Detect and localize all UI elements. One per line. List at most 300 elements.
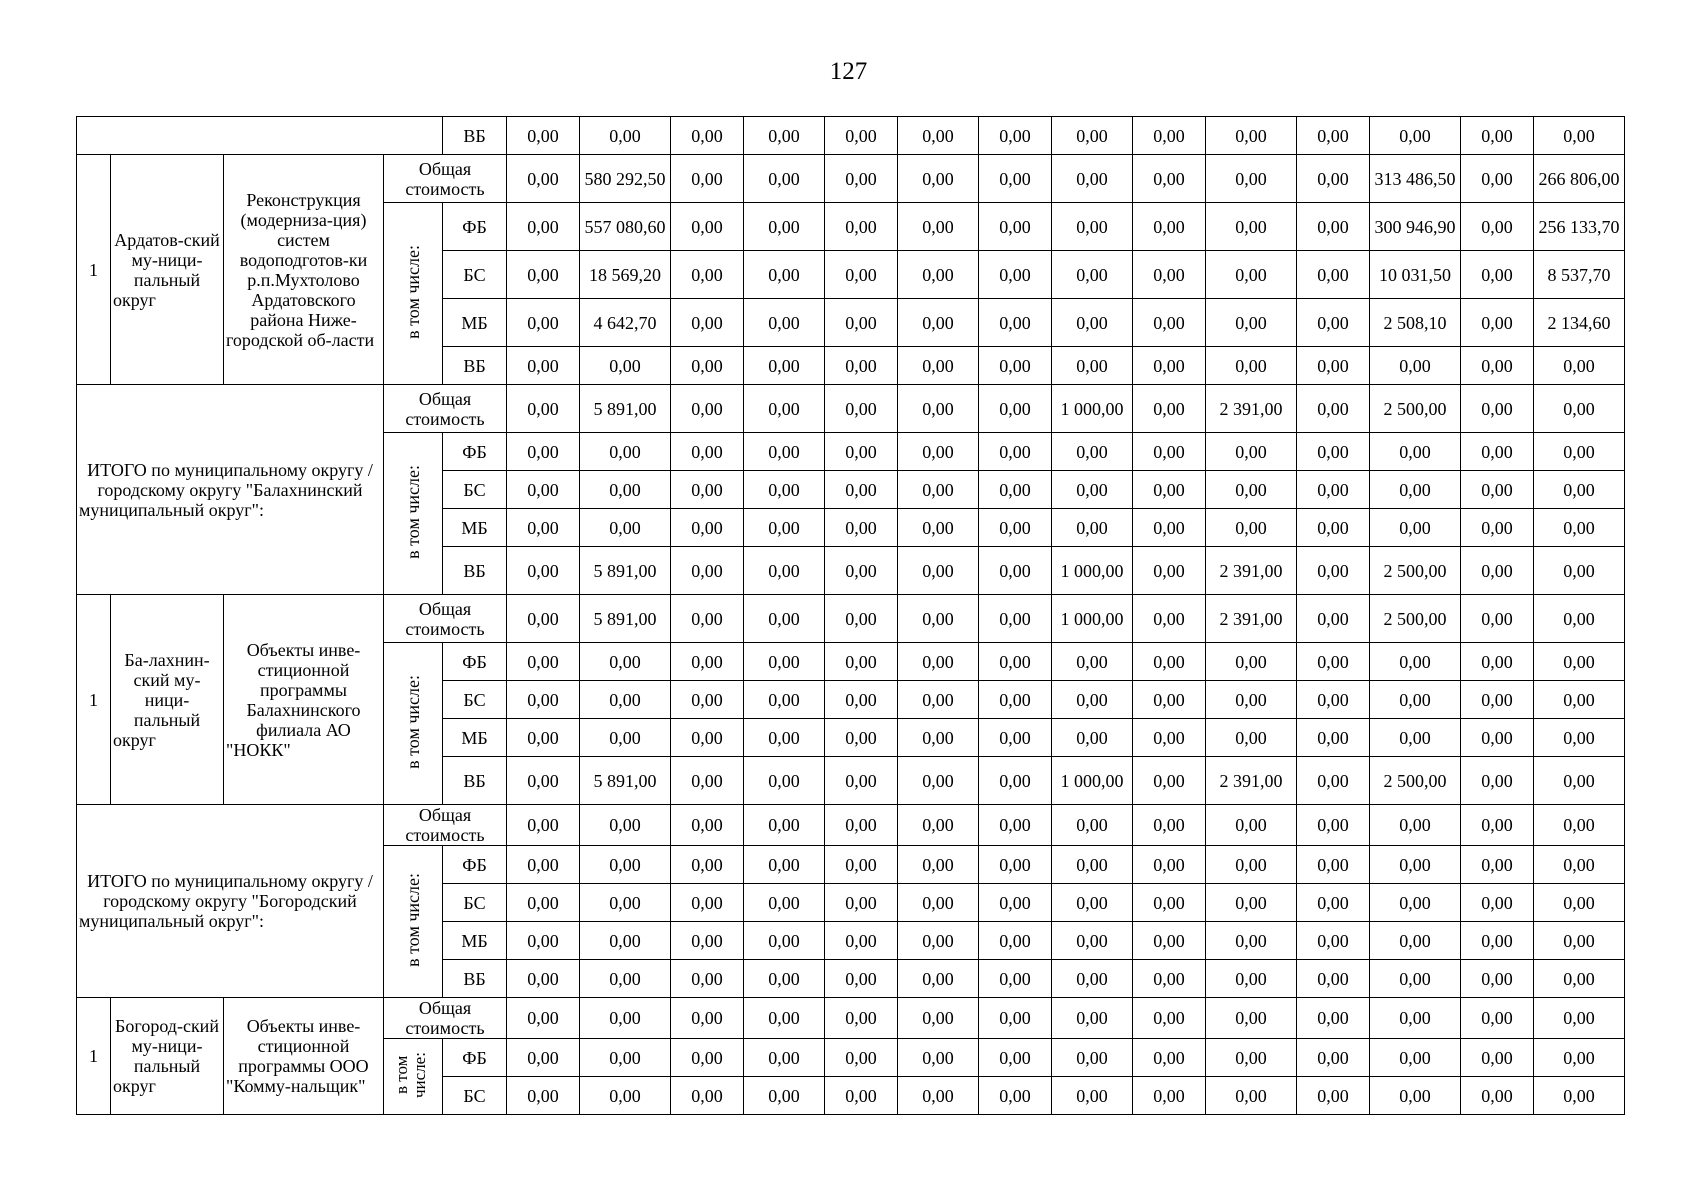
- row-number: 1: [77, 155, 111, 385]
- funding-type: ФБ: [443, 643, 507, 681]
- value-cell: 0,00: [1133, 433, 1206, 471]
- value-cell: 0,00: [1133, 595, 1206, 643]
- value-cell: 0,00: [671, 1039, 744, 1077]
- table-row-total: [77, 155, 1625, 203]
- value-cell: 0,00: [507, 681, 580, 719]
- total-cost-label: Общая стоимость: [384, 385, 507, 433]
- value-cell: 0,00: [580, 960, 671, 998]
- value-cell: 0,00: [507, 805, 580, 846]
- value-cell: 0,00: [1370, 1077, 1461, 1115]
- value-cell: 0,00: [580, 884, 671, 922]
- value-cell: 580 292,50: [580, 155, 671, 203]
- value-cell: 0,00: [825, 385, 898, 433]
- value-cell: 0,00: [979, 998, 1052, 1039]
- value-cell: 8 537,70: [1534, 251, 1625, 299]
- value-cell: 0,00: [898, 347, 979, 385]
- value-cell: 557 080,60: [580, 203, 671, 251]
- value-cell: 0,00: [1461, 922, 1534, 960]
- value-cell: 0,00: [1133, 998, 1206, 1039]
- table-row-total: [77, 998, 1625, 1039]
- value-cell: 0,00: [1206, 251, 1297, 299]
- value-cell: 0,00: [1461, 433, 1534, 471]
- itogo-title: ИТОГО по муниципальному округу / городскому округу "Богородский муниципальный округ":: [77, 805, 384, 998]
- value-cell: 0,00: [1461, 595, 1534, 643]
- value-cell: 0,00: [1133, 547, 1206, 595]
- value-cell: 0,00: [1206, 681, 1297, 719]
- value-cell: 0,00: [979, 117, 1052, 155]
- value-cell: 0,00: [1534, 681, 1625, 719]
- value-cell: 0,00: [507, 595, 580, 643]
- funding-type: МБ: [443, 719, 507, 757]
- value-cell: 0,00: [507, 757, 580, 805]
- page-number: 127: [829, 58, 868, 85]
- value-cell: 0,00: [1133, 1077, 1206, 1115]
- value-cell: 0,00: [1370, 998, 1461, 1039]
- value-cell: 0,00: [979, 547, 1052, 595]
- value-cell: 0,00: [1461, 643, 1534, 681]
- value-cell: 0,00: [744, 385, 825, 433]
- funding-type: МБ: [443, 509, 507, 547]
- value-cell: 0,00: [1052, 299, 1133, 347]
- value-cell: 0,00: [1461, 805, 1534, 846]
- value-cell: 0,00: [825, 846, 898, 884]
- value-cell: 0,00: [1206, 846, 1297, 884]
- value-cell: 0,00: [671, 960, 744, 998]
- value-cell: 0,00: [1370, 1039, 1461, 1077]
- value-cell: 0,00: [1297, 757, 1370, 805]
- value-cell: 0,00: [1133, 251, 1206, 299]
- value-cell: 0,00: [1461, 509, 1534, 547]
- value-cell: 0,00: [1461, 846, 1534, 884]
- value-cell: 0,00: [1133, 509, 1206, 547]
- value-cell: 0,00: [507, 251, 580, 299]
- value-cell: 0,00: [1370, 805, 1461, 846]
- table-body: [77, 117, 1625, 1115]
- value-cell: 0,00: [1297, 251, 1370, 299]
- value-cell: 0,00: [1206, 998, 1297, 1039]
- value-cell: 0,00: [825, 1077, 898, 1115]
- value-cell: 0,00: [1461, 960, 1534, 998]
- value-cell: 2 500,00: [1370, 385, 1461, 433]
- funding-type: МБ: [443, 922, 507, 960]
- funding-type: ВБ: [443, 960, 507, 998]
- value-cell: 0,00: [1370, 347, 1461, 385]
- value-cell: 0,00: [825, 757, 898, 805]
- value-cell: 313 486,50: [1370, 155, 1461, 203]
- value-cell: 0,00: [580, 998, 671, 1039]
- value-cell: 0,00: [1297, 117, 1370, 155]
- funding-type: МБ: [443, 299, 507, 347]
- value-cell: 0,00: [507, 1077, 580, 1115]
- value-cell: 0,00: [1461, 1039, 1534, 1077]
- value-cell: 0,00: [671, 998, 744, 1039]
- value-cell: 0,00: [744, 805, 825, 846]
- value-cell: 0,00: [1297, 347, 1370, 385]
- value-cell: 0,00: [1461, 155, 1534, 203]
- funding-type: БС: [443, 471, 507, 509]
- value-cell: 0,00: [1297, 1077, 1370, 1115]
- municipality-name: Богород-ский му-ници-пальный округ: [111, 998, 224, 1115]
- value-cell: 0,00: [1206, 1077, 1297, 1115]
- value-cell: 0,00: [1206, 884, 1297, 922]
- value-cell: 0,00: [744, 998, 825, 1039]
- value-cell: 0,00: [507, 471, 580, 509]
- value-cell: 1 000,00: [1052, 385, 1133, 433]
- value-cell: 0,00: [1461, 998, 1534, 1039]
- value-cell: 0,00: [898, 433, 979, 471]
- value-cell: 0,00: [580, 719, 671, 757]
- value-cell: 0,00: [744, 155, 825, 203]
- value-cell: 0,00: [898, 719, 979, 757]
- in-total-label-cell: [384, 1039, 443, 1115]
- value-cell: 2 391,00: [1206, 385, 1297, 433]
- value-cell: 0,00: [1461, 1077, 1534, 1115]
- value-cell: 5 891,00: [580, 547, 671, 595]
- value-cell: 0,00: [979, 155, 1052, 203]
- value-cell: 0,00: [1052, 719, 1133, 757]
- value-cell: 0,00: [1297, 385, 1370, 433]
- value-cell: 0,00: [898, 643, 979, 681]
- value-cell: 0,00: [898, 681, 979, 719]
- value-cell: 0,00: [1461, 757, 1534, 805]
- in-total-label: в том числе:: [403, 244, 423, 339]
- value-cell: 0,00: [1297, 643, 1370, 681]
- value-cell: 0,00: [671, 385, 744, 433]
- table-row-total: [77, 385, 1625, 433]
- value-cell: 0,00: [507, 846, 580, 884]
- value-cell: 0,00: [744, 757, 825, 805]
- value-cell: 0,00: [979, 203, 1052, 251]
- value-cell: 0,00: [898, 509, 979, 547]
- value-cell: 0,00: [1133, 757, 1206, 805]
- value-cell: 0,00: [671, 846, 744, 884]
- value-cell: 0,00: [671, 757, 744, 805]
- table-row: [77, 117, 1625, 155]
- value-cell: 0,00: [1052, 884, 1133, 922]
- value-cell: 0,00: [1297, 805, 1370, 846]
- table-row-total: [77, 595, 1625, 643]
- value-cell: 0,00: [671, 643, 744, 681]
- value-cell: 0,00: [825, 805, 898, 846]
- total-cost-label: Общая стоимость: [384, 998, 507, 1039]
- value-cell: 0,00: [979, 1077, 1052, 1115]
- value-cell: 266 806,00: [1534, 155, 1625, 203]
- value-cell: 0,00: [507, 719, 580, 757]
- value-cell: 0,00: [1052, 1077, 1133, 1115]
- value-cell: 0,00: [507, 155, 580, 203]
- value-cell: 0,00: [979, 884, 1052, 922]
- value-cell: 0,00: [1052, 509, 1133, 547]
- municipality-name: Ардатов-ский му-ници-пальный округ: [111, 155, 224, 385]
- value-cell: 5 891,00: [580, 385, 671, 433]
- value-cell: 0,00: [1297, 203, 1370, 251]
- value-cell: 0,00: [825, 547, 898, 595]
- value-cell: 0,00: [1370, 643, 1461, 681]
- value-cell: 0,00: [1052, 155, 1133, 203]
- value-cell: 0,00: [1534, 805, 1625, 846]
- value-cell: 0,00: [1297, 1039, 1370, 1077]
- value-cell: 0,00: [744, 203, 825, 251]
- value-cell: 2 500,00: [1370, 757, 1461, 805]
- value-cell: 0,00: [671, 547, 744, 595]
- funding-type: БС: [443, 681, 507, 719]
- value-cell: 4 642,70: [580, 299, 671, 347]
- row-number: 1: [77, 595, 111, 805]
- value-cell: 0,00: [744, 681, 825, 719]
- value-cell: 0,00: [1461, 884, 1534, 922]
- value-cell: 0,00: [1297, 595, 1370, 643]
- value-cell: 0,00: [580, 846, 671, 884]
- value-cell: 0,00: [580, 509, 671, 547]
- value-cell: 0,00: [1534, 117, 1625, 155]
- value-cell: 18 569,20: [580, 251, 671, 299]
- value-cell: 0,00: [671, 347, 744, 385]
- value-cell: 0,00: [825, 509, 898, 547]
- value-cell: 0,00: [1461, 471, 1534, 509]
- municipality-name: Ба-лахнин-ский му-ници-пальный округ: [111, 595, 224, 805]
- itogo-title: ИТОГО по муниципальному округу / городскому округу "Балахнинский муниципальный округ":: [77, 385, 384, 595]
- value-cell: 0,00: [1052, 117, 1133, 155]
- value-cell: 0,00: [825, 595, 898, 643]
- funding-type: ФБ: [443, 433, 507, 471]
- value-cell: 0,00: [1461, 385, 1534, 433]
- value-cell: 0,00: [507, 433, 580, 471]
- value-cell: 0,00: [1133, 846, 1206, 884]
- value-cell: 0,00: [671, 922, 744, 960]
- value-cell: 0,00: [1133, 805, 1206, 846]
- value-cell: 0,00: [1052, 960, 1133, 998]
- value-cell: 0,00: [1052, 846, 1133, 884]
- value-cell: 0,00: [580, 471, 671, 509]
- value-cell: 0,00: [507, 203, 580, 251]
- value-cell: 0,00: [825, 960, 898, 998]
- value-cell: 0,00: [1206, 805, 1297, 846]
- value-cell: 0,00: [1052, 805, 1133, 846]
- value-cell: 256 133,70: [1534, 203, 1625, 251]
- funding-type: ФБ: [443, 1039, 507, 1077]
- funding-type: БС: [443, 1077, 507, 1115]
- value-cell: 0,00: [825, 433, 898, 471]
- value-cell: 0,00: [1052, 681, 1133, 719]
- value-cell: 0,00: [744, 547, 825, 595]
- value-cell: 0,00: [1534, 719, 1625, 757]
- value-cell: 0,00: [825, 155, 898, 203]
- value-cell: 0,00: [1206, 922, 1297, 960]
- value-cell: 0,00: [744, 117, 825, 155]
- value-cell: 0,00: [1297, 922, 1370, 960]
- value-cell: 0,00: [825, 681, 898, 719]
- total-cost-label: Общая стоимость: [384, 155, 507, 203]
- value-cell: 0,00: [825, 117, 898, 155]
- value-cell: 0,00: [898, 251, 979, 299]
- object-name: Объекты инве-стиционной программы ООО "Комму-нальщик": [224, 998, 384, 1115]
- value-cell: 0,00: [1534, 433, 1625, 471]
- value-cell: 0,00: [1297, 471, 1370, 509]
- value-cell: 0,00: [1297, 960, 1370, 998]
- value-cell: 0,00: [898, 846, 979, 884]
- value-cell: 0,00: [744, 251, 825, 299]
- value-cell: 0,00: [1297, 509, 1370, 547]
- value-cell: 0,00: [1534, 1039, 1625, 1077]
- value-cell: 0,00: [744, 471, 825, 509]
- value-cell: 0,00: [898, 117, 979, 155]
- value-cell: 0,00: [1052, 251, 1133, 299]
- value-cell: 0,00: [898, 155, 979, 203]
- funding-type: ФБ: [443, 203, 507, 251]
- value-cell: 5 891,00: [580, 757, 671, 805]
- funding-type: ВБ: [443, 117, 507, 155]
- total-cost-label: Общая стоимость: [384, 595, 507, 643]
- in-total-label: в том числе:: [392, 1051, 429, 1098]
- value-cell: 0,00: [507, 884, 580, 922]
- value-cell: 0,00: [979, 509, 1052, 547]
- value-cell: 0,00: [1461, 719, 1534, 757]
- value-cell: 0,00: [1206, 471, 1297, 509]
- value-cell: 0,00: [1133, 385, 1206, 433]
- value-cell: 0,00: [1133, 203, 1206, 251]
- value-cell: 0,00: [507, 960, 580, 998]
- value-cell: 0,00: [1534, 643, 1625, 681]
- value-cell: 0,00: [1206, 155, 1297, 203]
- value-cell: 0,00: [671, 884, 744, 922]
- value-cell: 0,00: [979, 960, 1052, 998]
- funding-type: БС: [443, 884, 507, 922]
- value-cell: 0,00: [744, 595, 825, 643]
- value-cell: 0,00: [825, 251, 898, 299]
- value-cell: 0,00: [671, 595, 744, 643]
- value-cell: 0,00: [1133, 471, 1206, 509]
- value-cell: 0,00: [1370, 433, 1461, 471]
- value-cell: 2 391,00: [1206, 547, 1297, 595]
- value-cell: 0,00: [898, 299, 979, 347]
- value-cell: 0,00: [979, 922, 1052, 960]
- value-cell: 0,00: [825, 643, 898, 681]
- in-total-label: в том числе:: [403, 464, 423, 559]
- value-cell: 0,00: [898, 884, 979, 922]
- value-cell: 0,00: [507, 1039, 580, 1077]
- budget-table: [76, 116, 1625, 1115]
- value-cell: 0,00: [1206, 1039, 1297, 1077]
- value-cell: 0,00: [1534, 960, 1625, 998]
- value-cell: 0,00: [825, 203, 898, 251]
- value-cell: 0,00: [671, 681, 744, 719]
- value-cell: 0,00: [898, 471, 979, 509]
- value-cell: 0,00: [1534, 998, 1625, 1039]
- value-cell: 0,00: [1534, 595, 1625, 643]
- value-cell: 0,00: [744, 884, 825, 922]
- total-cost-label: Общая стоимость: [384, 805, 507, 846]
- value-cell: 0,00: [1297, 433, 1370, 471]
- value-cell: 0,00: [1052, 1039, 1133, 1077]
- value-cell: 0,00: [1461, 347, 1534, 385]
- value-cell: 0,00: [1133, 155, 1206, 203]
- value-cell: 0,00: [825, 884, 898, 922]
- value-cell: 0,00: [1370, 922, 1461, 960]
- value-cell: 0,00: [1534, 347, 1625, 385]
- value-cell: 0,00: [1461, 251, 1534, 299]
- object-name: Реконструкция (модерниза-ция) систем водоподготов-ки р.п.Мухтолово Ардатовского района Ниже-городской об-ласти: [224, 155, 384, 385]
- value-cell: 0,00: [1297, 299, 1370, 347]
- in-total-label: в том числе:: [403, 674, 423, 769]
- value-cell: 2 391,00: [1206, 757, 1297, 805]
- value-cell: 0,00: [1534, 1077, 1625, 1115]
- value-cell: 0,00: [671, 471, 744, 509]
- value-cell: 2 391,00: [1206, 595, 1297, 643]
- value-cell: 0,00: [979, 1039, 1052, 1077]
- value-cell: 0,00: [1133, 117, 1206, 155]
- value-cell: 0,00: [580, 805, 671, 846]
- value-cell: 0,00: [1461, 547, 1534, 595]
- value-cell: 0,00: [898, 1077, 979, 1115]
- value-cell: 0,00: [1206, 433, 1297, 471]
- value-cell: 0,00: [1534, 547, 1625, 595]
- in-total-label: в том числе:: [403, 872, 423, 967]
- value-cell: 0,00: [1133, 719, 1206, 757]
- value-cell: 0,00: [1534, 846, 1625, 884]
- value-cell: 0,00: [1461, 117, 1534, 155]
- value-cell: 1 000,00: [1052, 757, 1133, 805]
- value-cell: 0,00: [898, 1039, 979, 1077]
- value-cell: 0,00: [1206, 960, 1297, 998]
- value-cell: 0,00: [1206, 509, 1297, 547]
- value-cell: 0,00: [825, 347, 898, 385]
- value-cell: 0,00: [825, 998, 898, 1039]
- value-cell: 0,00: [898, 757, 979, 805]
- value-cell: 0,00: [507, 117, 580, 155]
- value-cell: 0,00: [979, 719, 1052, 757]
- value-cell: 0,00: [1370, 681, 1461, 719]
- value-cell: 0,00: [1297, 998, 1370, 1039]
- value-cell: 0,00: [1461, 203, 1534, 251]
- value-cell: 0,00: [744, 846, 825, 884]
- value-cell: 0,00: [507, 643, 580, 681]
- value-cell: 0,00: [1052, 433, 1133, 471]
- value-cell: 0,00: [1534, 757, 1625, 805]
- value-cell: 0,00: [1534, 509, 1625, 547]
- value-cell: 0,00: [979, 643, 1052, 681]
- funding-type: ФБ: [443, 846, 507, 884]
- value-cell: 0,00: [1206, 117, 1297, 155]
- value-cell: 0,00: [580, 433, 671, 471]
- value-cell: 0,00: [1206, 719, 1297, 757]
- value-cell: 0,00: [671, 509, 744, 547]
- value-cell: 0,00: [979, 347, 1052, 385]
- value-cell: 10 031,50: [1370, 251, 1461, 299]
- funding-type: БС: [443, 251, 507, 299]
- value-cell: 0,00: [1133, 884, 1206, 922]
- value-cell: 0,00: [898, 922, 979, 960]
- value-cell: 0,00: [1370, 719, 1461, 757]
- value-cell: 0,00: [744, 299, 825, 347]
- table-row-total: [77, 805, 1625, 846]
- value-cell: 0,00: [671, 117, 744, 155]
- value-cell: 0,00: [1370, 960, 1461, 998]
- value-cell: 0,00: [979, 681, 1052, 719]
- value-cell: 2 134,60: [1534, 299, 1625, 347]
- value-cell: 0,00: [1534, 922, 1625, 960]
- value-cell: 0,00: [825, 719, 898, 757]
- value-cell: 0,00: [1461, 299, 1534, 347]
- value-cell: 0,00: [1052, 922, 1133, 960]
- in-total-label-cell: [384, 846, 443, 998]
- value-cell: 0,00: [979, 471, 1052, 509]
- in-total-label-cell: [384, 203, 443, 385]
- value-cell: 0,00: [671, 155, 744, 203]
- value-cell: 0,00: [671, 433, 744, 471]
- value-cell: 0,00: [580, 1039, 671, 1077]
- value-cell: 0,00: [825, 922, 898, 960]
- value-cell: 0,00: [744, 643, 825, 681]
